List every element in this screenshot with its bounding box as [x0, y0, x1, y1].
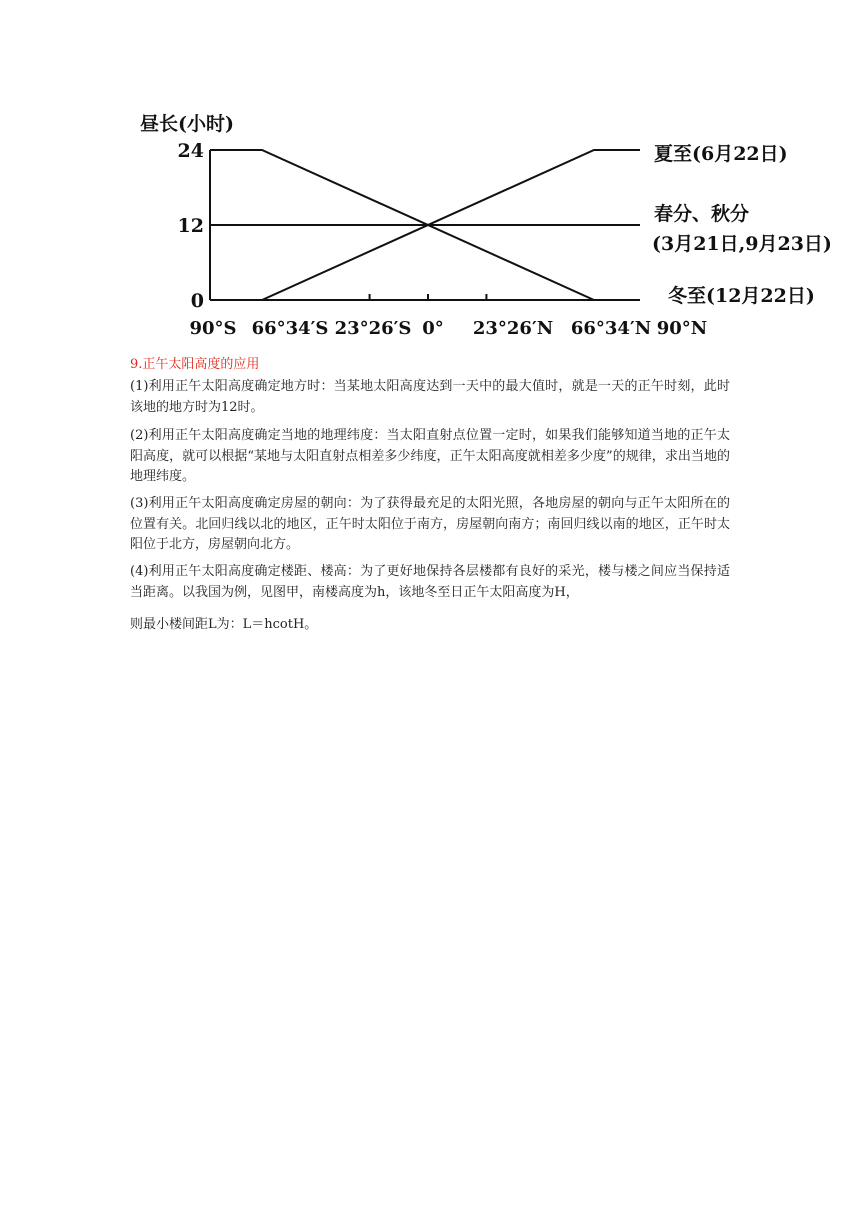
- x-tick-label: 66°34′N: [570, 318, 652, 339]
- paragraph-2: (2)利用正午太阳高度确定当地的地理纬度：当太阳直射点位置一定时，如果我们能够知道当地的正午太阳高度，就可以根据“某地与太阳直射点相差多少纬度，正午太阳高度就相差多少度”的规律，求出当地的地理纬度。: [130, 428, 730, 484]
- series-label-winter: 冬至(12月22日): [668, 285, 815, 307]
- day-length-chart: [0, 0, 860, 345]
- y-tick-label: 12: [177, 215, 204, 237]
- series-sublabel-equinox: (3月21日,9月23日): [652, 233, 832, 255]
- series-label-summer: 夏至(6月22日): [654, 143, 788, 165]
- paragraph-1: (1)利用正午太阳高度确定地方时：当某地太阳高度达到一天中的最大值时，就是一天的正午时刻，此时该地的地方时为12时。: [130, 379, 730, 415]
- x-tick-label: 23°26′N: [472, 318, 554, 339]
- paragraph-4: (4)利用正午太阳高度确定楼距、楼高：为了更好地保持各层楼都有良好的采光，楼与楼之间应当保持适当距离。以我国为例，见图甲，南楼高度为h，该地冬至日正午太阳高度为H，: [130, 564, 730, 600]
- x-tick-label: 90°N: [656, 318, 708, 339]
- paragraph-3: (3)利用正午太阳高度确定房屋的朝向：为了获得最充足的太阳光照，各地房屋的朝向与正午太阳所在的位置有关。北回归线以北的地区，正午时太阳位于南方，房屋朝向南方；南回归线以南的地区，正午时太阳位于北方，房屋朝向北方。: [130, 496, 730, 552]
- y-axis-label: 昼长(小时): [140, 113, 234, 135]
- y-tick-label: 0: [190, 290, 204, 312]
- section-title: 9.正午太阳高度的应用: [130, 357, 260, 372]
- paragraph-5: 则最小楼间距L为：L＝hcotH。: [130, 617, 318, 632]
- series-label-equinox: 春分、秋分: [654, 203, 750, 225]
- x-tick-label: 90°S: [189, 318, 237, 339]
- axis-labels: [189, 142, 831, 339]
- y-tick-label: 24: [177, 140, 204, 162]
- series-lines: [210, 150, 640, 300]
- x-tick-label: 0°: [422, 318, 444, 339]
- x-tick-label: 66°34′S: [251, 318, 329, 339]
- x-tick-label: 23°26′S: [334, 318, 412, 339]
